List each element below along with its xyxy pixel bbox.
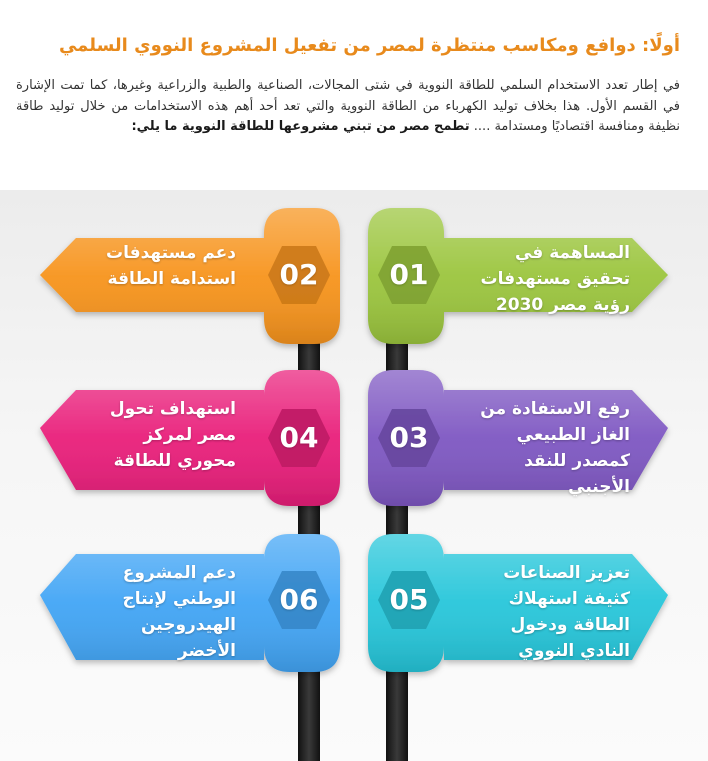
- signpost-diagram: [0, 190, 708, 761]
- intro-paragraph: [16, 76, 680, 138]
- header-section: [0, 0, 708, 190]
- sign-number-06: 06: [279, 583, 319, 616]
- sign-text-05: تعزيز الصناعات كثيفة استهلاك الطاقة ودخول النادي النووي: [503, 563, 630, 661]
- sign-number-04: 04: [279, 421, 319, 454]
- intro-text: في إطار تعدد الاستخدام السلمي للطاقة النووية في شتى المجالات، الصناعية والطبية والزراعية وغيرها، كما تمت الإشارة في القسم الأول. هذا بخلاف توليد الكهرباء من الطاقة النووية والتي تعد أحد أهم هذه الاستخدامات من خلال توليد طاقة نظيفة ومنافسة اقتصاديًا ومستدامة ....: [16, 78, 680, 134]
- sign-number-03: 03: [389, 421, 429, 454]
- intro-bold-text: تطمح مصر من تبني مشروعها للطاقة النووية ما يلي:: [131, 119, 470, 134]
- sign-number-02: 02: [279, 258, 319, 291]
- sign-text-04: استهداف تحول مصر لمركز محوري للطاقة: [109, 399, 236, 471]
- sign-text-01: المساهمة في تحقيق مستهدفات رؤية مصر 2030: [480, 243, 630, 315]
- sign-text-02: دعم مستهدفات استدامة الطاقة: [106, 243, 236, 289]
- section-title: أولًا: دوافع ومكاسب منتظرة لمصر من تفعيل المشروع النووي السلمي: [58, 35, 680, 56]
- sign-text-03: رفع الاستفادة من الغاز الطبيعي كمصدر للنقد الأجنبي: [480, 399, 630, 497]
- sign-number-05: 05: [389, 583, 429, 616]
- sign-number-01: 01: [389, 258, 429, 291]
- sign-text-06: دعم المشروع الوطني لإنتاج الهيدروجين الأخضر: [122, 563, 236, 661]
